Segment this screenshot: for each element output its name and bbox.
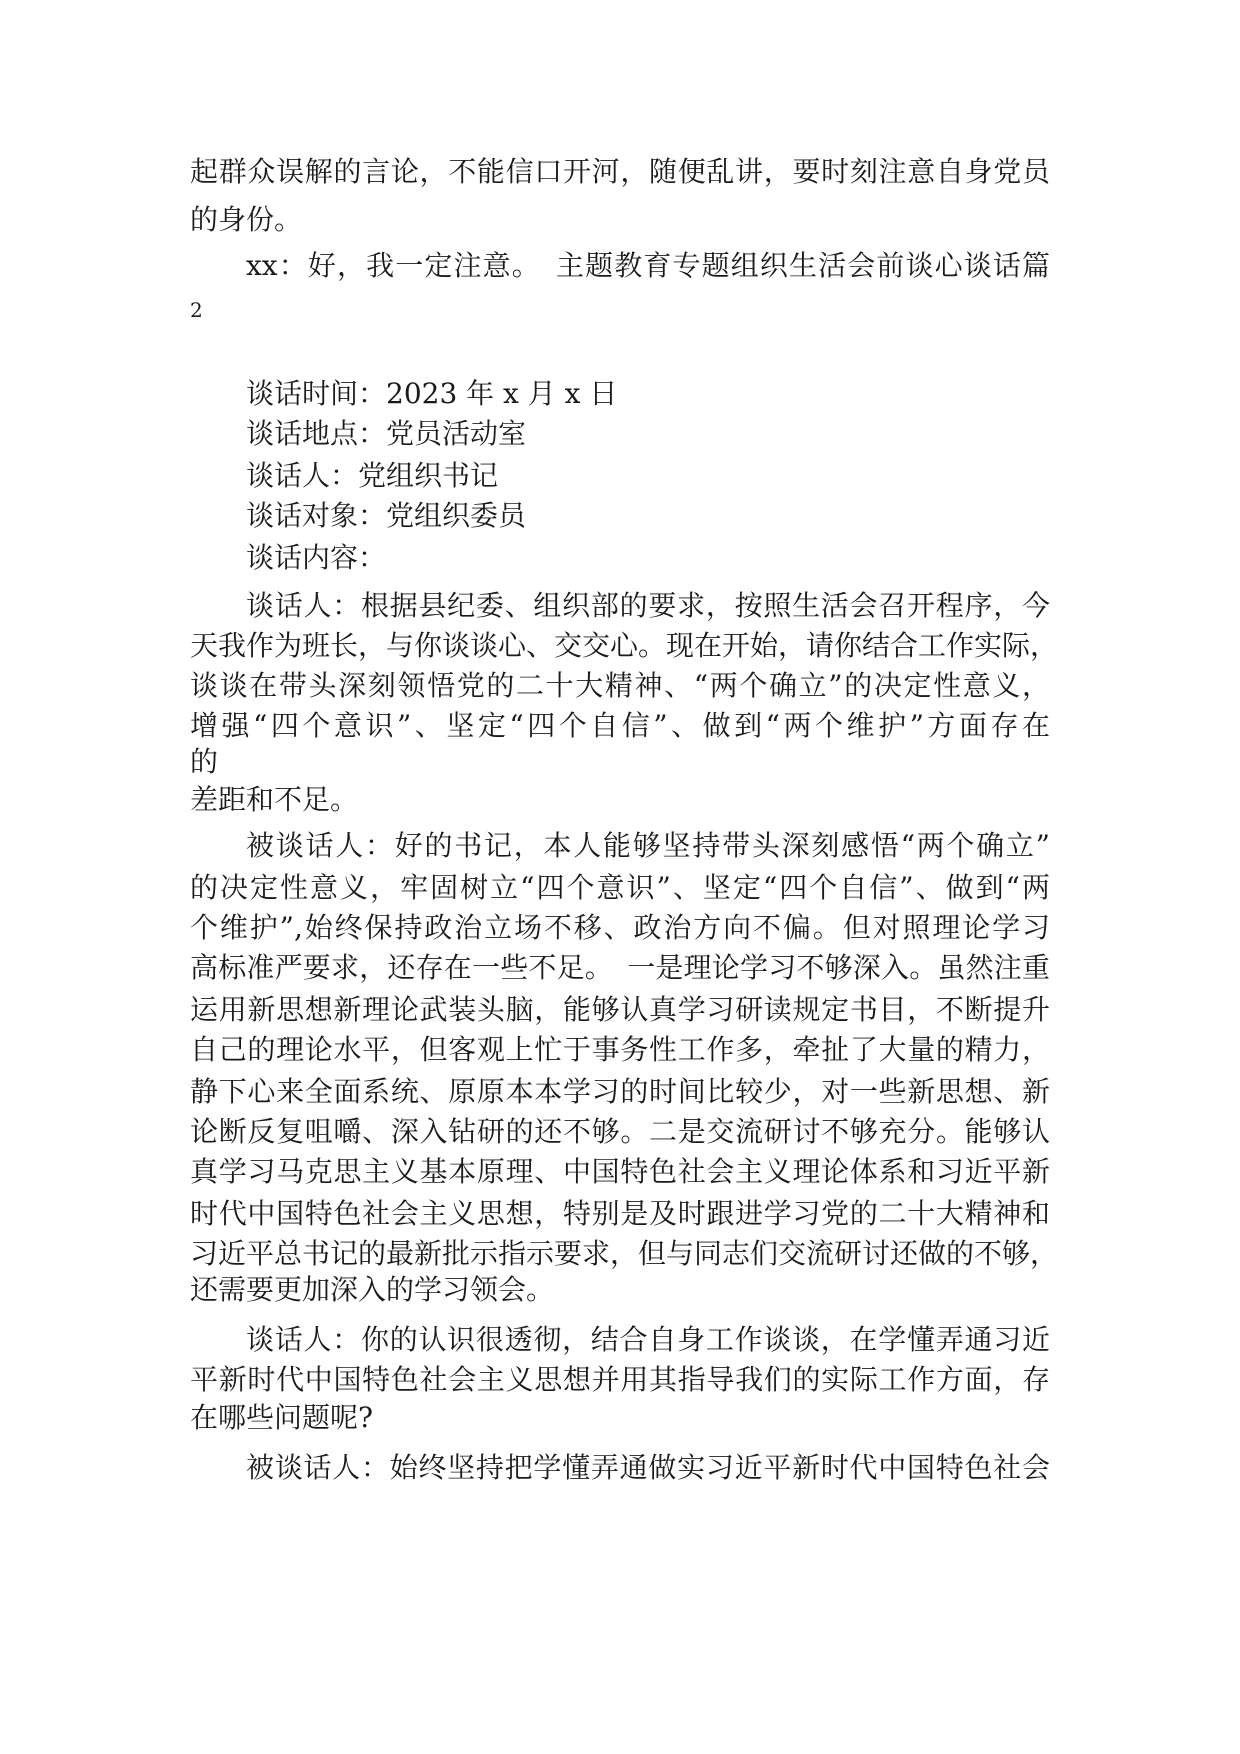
meta-time: 谈话时间：2023 年 x 月 x 日 [246,377,618,410]
text-line: 的身份。 [190,203,303,236]
text-line: 平新时代中国特色社会主义思想并用其指导我们的实际工作方面，存 [190,1363,1050,1396]
dialogue-line: xx：好，我一定注意。 主题教育专题组织生活会前谈心谈话篇 [246,249,1050,282]
text-line: 天我作为班长，与你谈谈心、交交心。现在开始，请你结合工作实际， [190,629,1059,662]
text-line: 还需要更加深入的学习领会。 [190,1273,555,1306]
text-line: 自己的理论水平，但客观上忙于事务性工作多，牵扯了大量的精力， [190,1033,1050,1066]
text-line: 谈谈在带头深刻领悟党的二十大精神、“两个确立”的决定性意义， [190,669,1050,702]
text-line: 的决定性意义，牢固树立“四个意识”、坚定“四个自信”、做到“两 [190,871,1050,904]
text-line: 个维护”,始终保持政治立场不移、政治方向不偏。但对照理论学习 [190,911,1050,944]
text-line: 时代中国特色社会主义思想，特别是及时跟进学习党的二十大精神和 [190,1197,1050,1230]
text-line: 起群众误解的言论，不能信口开河，随便乱讲，要时刻注意自身党员 [190,155,1050,188]
text-line: 在哪些问题呢? [190,1401,374,1434]
text-line: 谈话人：根据县纪委、组织部的要求，按照生活会召开程序，今 [246,589,1050,622]
text-line: 增强“四个意识”、坚定“四个自信”、做到“两个维护”方面存在 [190,709,1050,742]
text-line: 运用新思想新理论武装头脑，能够认真学习研读规定书目，不断提升 [190,993,1050,1026]
text-line: 被谈话人：始终坚持把学懂弄通做实习近平新时代中国特色社会 [246,1451,1050,1484]
text-line: 被谈话人：好的书记，本人能够坚持带头深刻感悟“两个确立” [246,829,1050,862]
meta-content-label: 谈话内容： [246,541,387,574]
text-line: 的 [190,745,219,778]
meta-place: 谈话地点：党员活动室 [246,417,527,450]
text-line: 静下心来全面系统、原原本本学习的时间比较少，对一些新思想、新 [190,1075,1050,1108]
text-line: 真学习马克思主义基本原理、中国特色社会主义理论体系和习近平新 [190,1155,1050,1188]
text-line: 谈话人：你的认识很透彻，结合自身工作谈谈，在学懂弄通习近 [246,1323,1050,1356]
text-line: 论断反复咀嚼、深入钻研的还不够。二是交流研讨不够充分。能够认 [190,1115,1050,1148]
meta-speaker: 谈话人：党组织书记 [246,459,499,492]
meta-target: 谈话对象：党组织委员 [246,499,527,532]
text-line: 差距和不足。 [190,783,359,816]
text-line: 习近平总书记的最新批示指示要求，但与同志们交流研讨还做的不够， [190,1237,1059,1270]
page-section-number: 2 [190,298,203,322]
text-line: 高标准严要求，还存在一些不足。 一是理论学习不够深入。虽然注重 [190,951,1050,984]
